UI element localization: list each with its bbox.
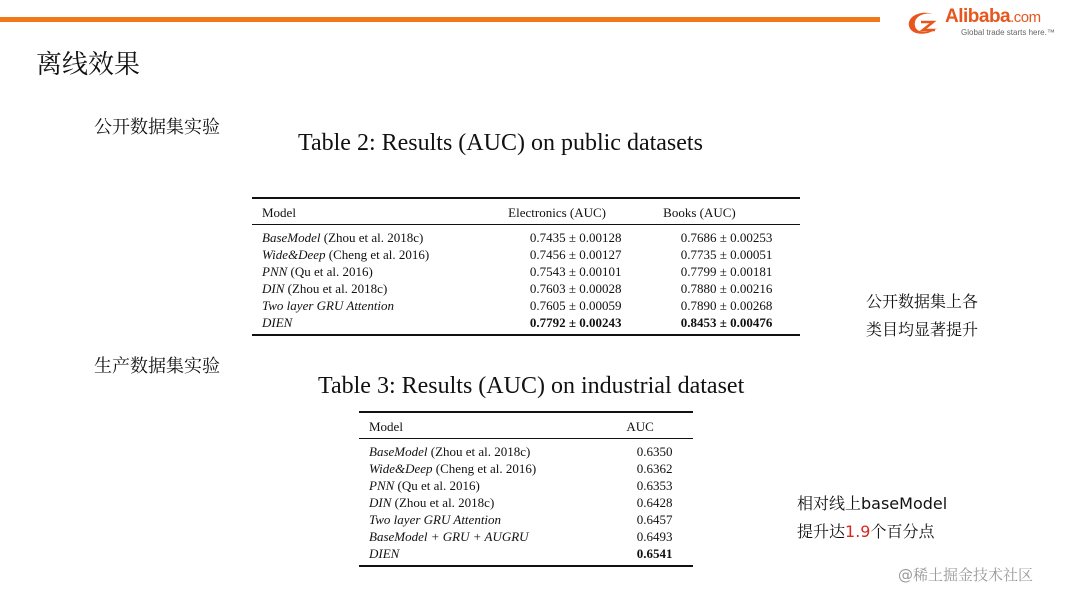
table-row (252, 280, 800, 297)
electronics-value: 0.7605 ± 0.00059 (529, 298, 622, 313)
model-citation: (Cheng et al. 2016) (432, 461, 537, 476)
model-cell (252, 280, 498, 297)
model-cell (359, 511, 616, 528)
model-name: BaseModel (369, 444, 428, 459)
auc-value: 0.6362 (636, 461, 673, 476)
auc-value: 0.6457 (636, 512, 673, 527)
model-citation: (Qu et al. 2016) (287, 264, 373, 279)
electronics-value: 0.7543 ± 0.00101 (529, 264, 622, 279)
auc-value: 0.6353 (636, 478, 673, 493)
table-row (359, 439, 693, 461)
table-row (252, 263, 800, 280)
top-accent-bar (0, 17, 880, 22)
table-row (359, 460, 693, 477)
industrial-results-table (359, 411, 693, 567)
model-name: Two layer GRU Attention (262, 298, 395, 313)
industrial-section-label: 生产数据集实验 (94, 356, 220, 377)
model-citation: (Zhou et al. 2018c) (284, 281, 388, 296)
improvement-value: 1.9 (845, 522, 871, 541)
table-row (359, 545, 693, 566)
books-value: 0.7890 ± 0.00268 (680, 298, 773, 313)
auc-value: 0.6541 (636, 546, 673, 561)
public-section-label: 公开数据集实验 (94, 117, 220, 138)
books-value: 0.8453 ± 0.00476 (680, 315, 773, 330)
model-cell (252, 263, 498, 280)
model-cell (359, 494, 616, 511)
auc-value: 0.6350 (636, 444, 673, 459)
model-cell (359, 545, 616, 566)
table-row (359, 511, 693, 528)
books-value: 0.7735 ± 0.00051 (680, 247, 773, 262)
model-name: DIN (262, 281, 285, 296)
model-cell (359, 439, 616, 461)
watermark: @稀土掘金技术社区 (898, 566, 1034, 584)
alibaba-logo (903, 6, 1073, 40)
industrial-note-line2: 提升达1.9个百分点 (797, 522, 935, 541)
model-citation: (Zhou et al. 2018c) (391, 495, 495, 510)
table-row (359, 477, 693, 494)
electronics-value: 0.7603 ± 0.00028 (529, 281, 622, 296)
model-citation: (Zhou et al. 2018c) (320, 230, 424, 245)
model-citation: (Qu et al. 2016) (394, 478, 480, 493)
electronics-value: 0.7456 ± 0.00127 (529, 247, 622, 262)
header-auc: AUC (626, 419, 654, 434)
logo-tagline: Global trade starts here.™ (961, 28, 1055, 37)
header-books: Books (AUC) (663, 205, 736, 220)
industrial-table-caption: Table 3: Results (AUC) on industrial dataset (318, 373, 745, 399)
public-note-line1: 公开数据集上各 (866, 292, 979, 311)
model-name: DIEN (369, 546, 400, 561)
industrial-note (797, 490, 947, 546)
model-cell (359, 477, 616, 494)
model-cell (359, 460, 616, 477)
page-title: 离线效果 (36, 50, 141, 80)
alibaba-smile-icon (903, 8, 947, 38)
public-table-caption: Table 2: Results (AUC) on public datasets (298, 130, 703, 156)
table-row (252, 297, 800, 314)
model-cell (252, 246, 498, 263)
model-name: PNN (262, 264, 288, 279)
public-note-line2: 类目均显著提升 (866, 320, 979, 339)
header-model: Model (369, 419, 403, 434)
header-model: Model (262, 205, 296, 220)
table-row (359, 494, 693, 511)
model-citation: (Cheng et al. 2016) (325, 247, 430, 262)
books-value: 0.7880 ± 0.00216 (680, 281, 773, 296)
model-citation: (Zhou et al. 2018c) (427, 444, 531, 459)
electronics-value: 0.7792 ± 0.00243 (529, 315, 622, 330)
table-row (252, 246, 800, 263)
model-name: DIN (369, 495, 392, 510)
model-cell (252, 314, 498, 335)
public-results-table (252, 197, 800, 336)
model-name: Wide&Deep (369, 461, 433, 476)
model-name: BaseModel + GRU + AUGRU (369, 529, 529, 544)
model-name: BaseModel (262, 230, 321, 245)
books-value: 0.7686 ± 0.00253 (680, 230, 773, 245)
model-name: PNN (369, 478, 395, 493)
table-header-row (252, 198, 800, 225)
electronics-value: 0.7435 ± 0.00128 (529, 230, 622, 245)
model-name: DIEN (262, 315, 293, 330)
model-cell (359, 528, 616, 545)
auc-value: 0.6428 (636, 495, 673, 510)
industrial-note-line1: 相对线上baseModel (797, 494, 948, 513)
table-row (252, 225, 800, 247)
public-note (866, 288, 978, 344)
model-name: Wide&Deep (262, 247, 326, 262)
auc-value: 0.6493 (636, 529, 673, 544)
table-row (359, 528, 693, 545)
model-name: Two layer GRU Attention (369, 512, 502, 527)
table-header-row (359, 412, 693, 439)
logo-wordmark: Alibaba.com (945, 6, 1041, 27)
model-cell (252, 225, 498, 247)
books-value: 0.7799 ± 0.00181 (680, 264, 773, 279)
model-cell (252, 297, 498, 314)
table-row (252, 314, 800, 335)
header-electronics: Electronics (AUC) (508, 205, 607, 220)
